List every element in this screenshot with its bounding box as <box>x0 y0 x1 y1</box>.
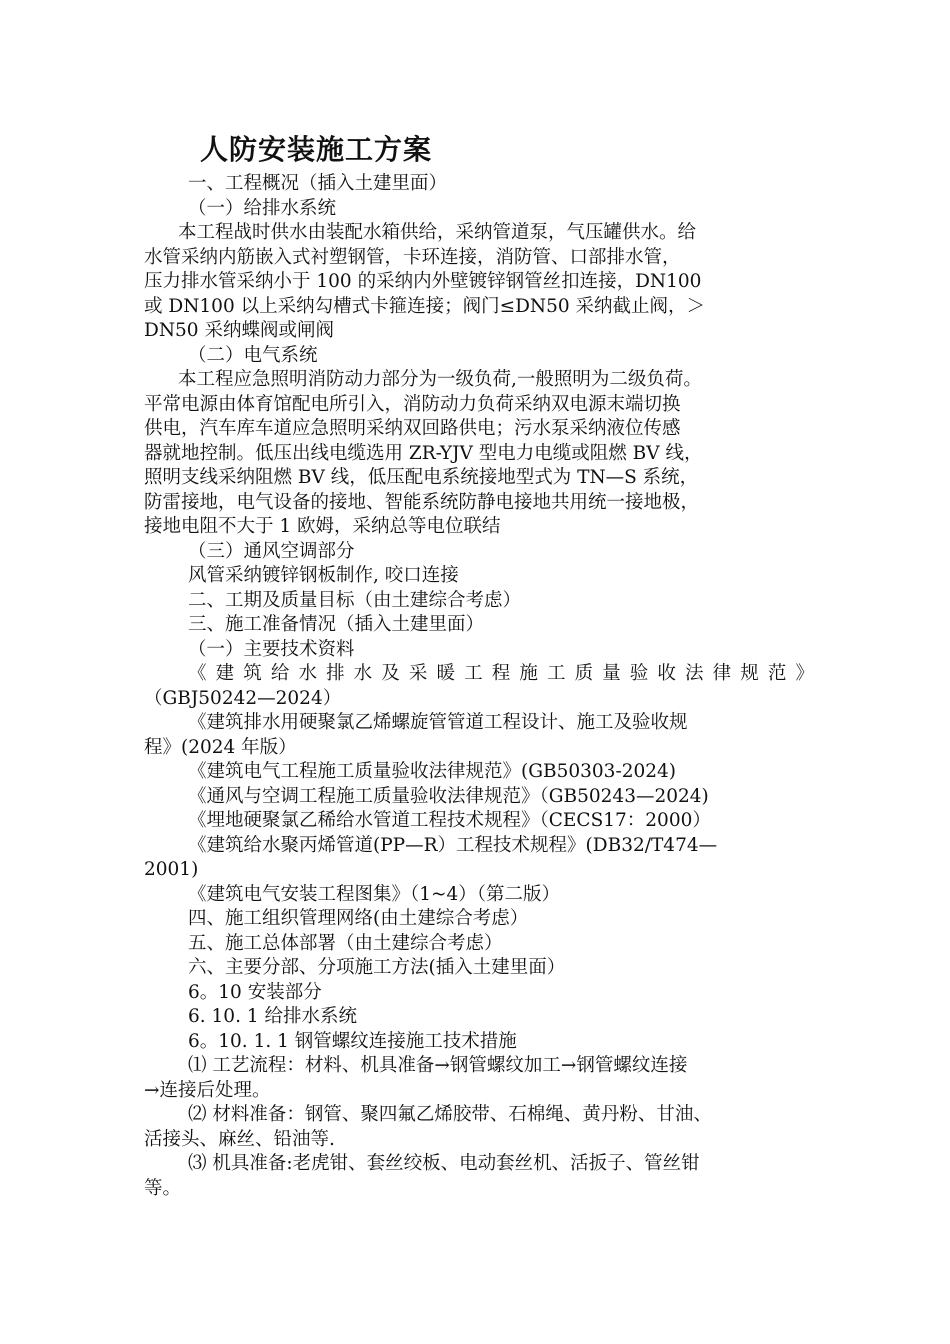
reference-item: 《埋地硬聚氯乙稀给水管道工程技术规程》（CECS17：2000） <box>188 810 711 831</box>
subsection-heading: （二）电气系统 <box>188 344 318 366</box>
paragraph-line: 风管采纳镀锌钢板制作, 咬口连接 <box>188 565 459 586</box>
subsection-heading: 6. 10. 1 给排水系统 <box>188 1006 357 1027</box>
paragraph-line: 等。 <box>144 1177 182 1199</box>
reference-item: 《建筑排水用硬聚氯乙烯螺旋管管道工程设计、施工及验收规 <box>188 712 688 733</box>
reference-item: 程》(2024 年版） <box>144 736 297 758</box>
paragraph-line: 器就地控制。低压出线电缆选用 ZR-YJV 型电力电缆或阻燃 BV 线， <box>144 442 703 464</box>
paragraph-line: 照明支线采纳阻燃 BV 线，低压配电系统接地型式为 TN—S 系统， <box>144 467 699 488</box>
paragraph-line: 或 DN100 以上采纳勾槽式卡箍连接；阀门≤DN50 采纳截止阀，＞ <box>144 295 706 317</box>
reference-item: 《建筑给水排水及采暖工程施工质量验收法律规范》 <box>188 663 814 684</box>
paragraph-line: →连接后处理。 <box>144 1079 271 1101</box>
subsection-heading: 6。10 安装部分 <box>188 981 322 1003</box>
reference-item: 《通风与空调工程施工质量验收法律规范》（GB50243—2024) <box>188 785 709 807</box>
section-heading: 一、工程概况（插入土建里面） <box>188 173 448 194</box>
section-heading: 五、施工总体部署（由土建综合考虑） <box>188 932 503 954</box>
reference-item: （GBJ50242—2024） <box>144 687 342 709</box>
section-heading: 三、施工准备情况（插入土建里面） <box>188 614 485 635</box>
section-heading: 二、工期及质量目标（由土建综合考虑） <box>188 589 522 611</box>
paragraph-line: 供电，汽车库车道应急照明采纳双回路供电；污水泵采纳液位传感 <box>144 418 681 439</box>
document-body <box>144 172 814 1201</box>
paragraph-line: 接地电阻不大于 1 欧姆，采纳总等电位联结 <box>144 516 501 537</box>
paragraph-line: DN50 采纳蝶阀或闸阀 <box>144 320 334 341</box>
reference-item: 2001) <box>144 859 199 880</box>
paragraph-line: 本工程战时供水由装配水箱供给，采纳管道泵，气压罐供水。给 <box>178 222 697 243</box>
paragraph-line: ⑶ 机具准备:老虎钳、套丝绞板、电动套丝机、活扳子、管丝钳 <box>188 1153 700 1174</box>
section-heading: 四、施工组织管理网络(由土建综合考虑） <box>188 908 529 929</box>
paragraph-line: ⑴ 工艺流程：材料、机具准备→钢管螺纹加工→钢管螺纹连接 <box>188 1055 688 1076</box>
subsection-heading: （一）给排水系统 <box>188 197 337 219</box>
reference-item: 《建筑电气工程施工质量验收法律规范》(GB50303-2024) <box>188 761 676 782</box>
reference-item: 《建筑给水聚丙烯管道(PP—R）工程技术规程》(DB32/T474— <box>188 834 718 856</box>
document-title: 人防安装施工方案 <box>200 133 433 166</box>
paragraph-line: 本工程应急照明消防动力部分为一级负荷,一般照明为二级负荷。 <box>178 369 702 390</box>
paragraph-line: 防雷接地，电气设备的接地、智能系统防静电接地共用统一接地极， <box>144 491 700 513</box>
reference-item: 《建筑电气安装工程图集》（1~4）（第二版） <box>188 883 561 905</box>
paragraph-line: 平常电源由体育馆配电所引入，消防动力负荷采纳双电源末端切换 <box>144 393 681 415</box>
paragraph-line: ⑵ 材料准备：钢管、聚四氟乙烯胶带、石棉绳、黄丹粉、甘油、 <box>188 1104 712 1125</box>
section-heading: 六、主要分部、分项施工方法(插入土建里面） <box>188 957 566 978</box>
subsection-heading: （一）主要技术资料 <box>188 638 355 660</box>
subsection-heading: 6。10. 1. 1 钢管螺纹连接施工技术措施 <box>188 1030 517 1052</box>
subsection-heading: （三）通风空调部分 <box>188 540 355 562</box>
paragraph-line: 水管采纳内筋嵌入式衬塑钢管，卡环连接，消防管、口部排水管， <box>144 246 681 268</box>
paragraph-line: 活接头、麻丝、铅油等. <box>144 1128 335 1150</box>
paragraph-line: 压力排水管采纳小于 100 的采纳内外壁镀锌钢管丝扣连接，DN100 <box>144 271 702 292</box>
